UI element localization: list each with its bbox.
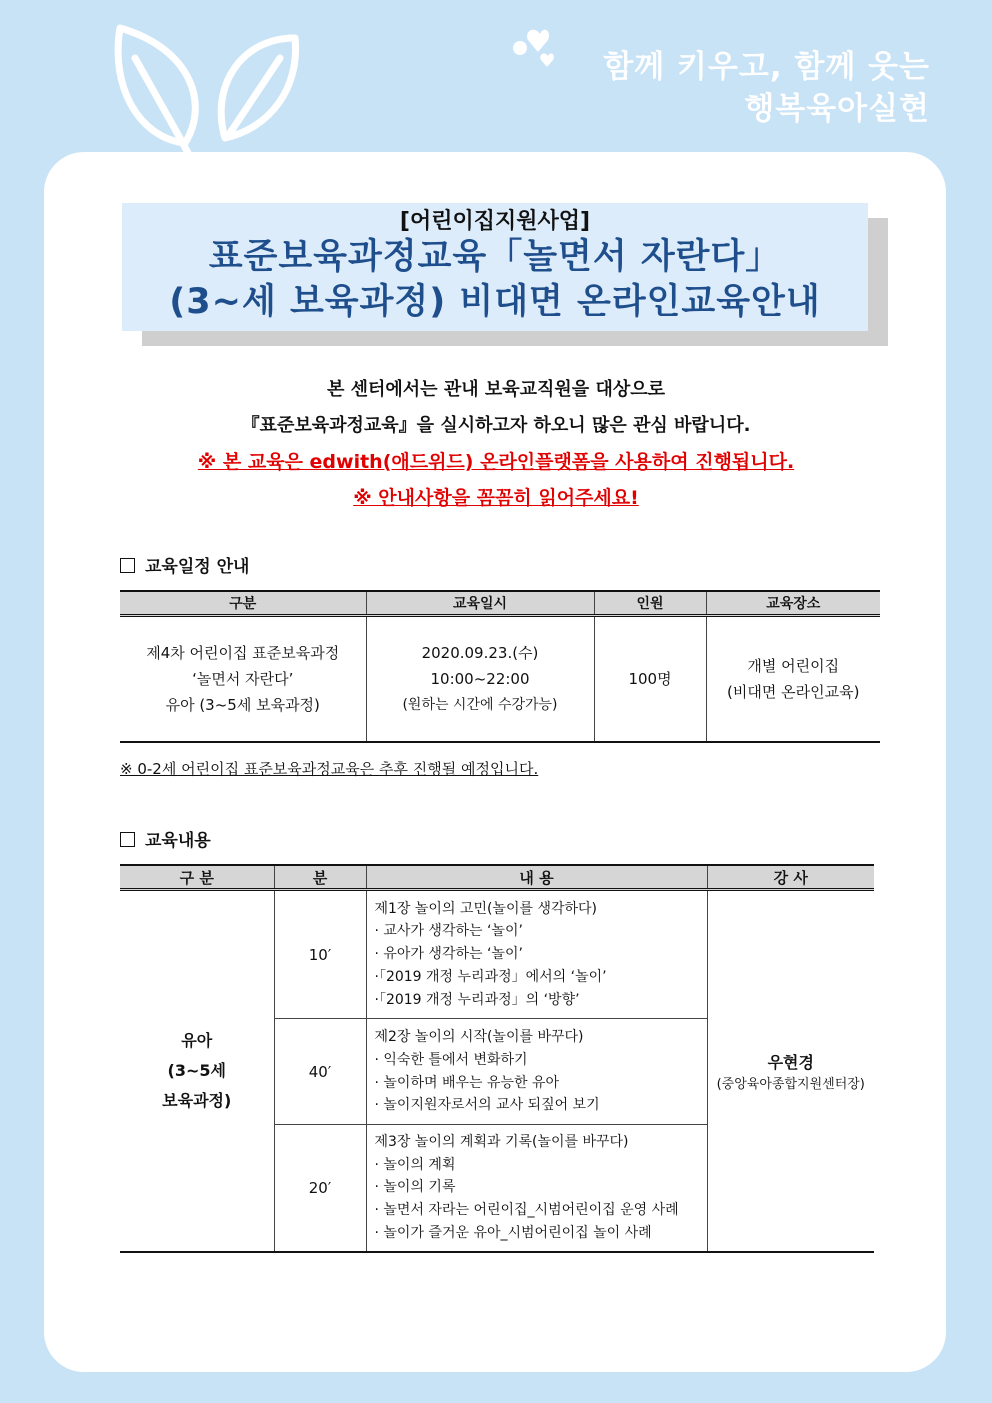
schedule-datetime <box>366 616 594 743</box>
intro-line2: 『표준보육과정교육』을 실시하고자 하오니 많은 관심 바랍니다. <box>241 415 751 436</box>
title-box <box>122 203 868 331</box>
notice-platform: ※ 본 교육은 edwith(애드위드) 온라인플랫폼을 사용하여 진행됩니다. <box>197 451 795 473</box>
minutes-cell: 40′ <box>274 1019 366 1125</box>
content-line: ·「2019 개정 누리과정」의 ‘방향’ <box>374 991 580 1008</box>
content-line: · 유아가 생각하는 ‘놀이’ <box>374 946 523 963</box>
content-line: · 놀이의 기록 <box>374 1179 456 1196</box>
header-category: 구분 <box>120 591 366 616</box>
content-line: · 놀이가 즐거운 유아_시범어린이집 놀이 사례 <box>374 1224 652 1241</box>
content-line: 제2장 놀이의 시작(놀이를 바꾸다) <box>374 1029 584 1046</box>
content-header-row <box>120 865 874 890</box>
category-line: 제4차 어린이집 표준보육과정 <box>146 644 340 662</box>
title-line2: (3~세 보육과정) 비대면 온라인교육안내 <box>169 282 821 322</box>
place-line: (비대면 온라인교육) <box>727 683 860 701</box>
content-line: · 놀면서 자라는 어린이집_시범어린이집 운영 사례 <box>374 1202 679 1219</box>
schedule-category <box>120 616 366 743</box>
content-cell <box>366 1125 707 1252</box>
content-heading <box>120 826 211 851</box>
content-line: · 놀이지원자로서의 교사 되짚어 보기 <box>374 1097 600 1114</box>
instructor-org: (중앙육아종합지원센터장) <box>716 1076 865 1092</box>
content-line: 제1장 놀이의 고민(놀이를 생각하다) <box>374 900 598 917</box>
intro-line1: 본 센터에서는 관내 보육교직원을 대상으로 <box>326 379 666 400</box>
schedule-place <box>706 616 880 743</box>
category-line: 유아 (3~5세 보육과정) <box>165 696 320 714</box>
category-line: ‘놀면서 자란다’ <box>192 670 294 688</box>
header-group: 구 분 <box>120 865 274 890</box>
leaf-icon <box>100 18 310 168</box>
hearts-icon <box>510 26 570 76</box>
schedule-heading-text: 교육일정 안내 <box>145 557 250 577</box>
schedule-heading <box>120 552 249 577</box>
slogan <box>603 46 930 130</box>
time-note: (원하는 시간에 수강가능) <box>402 697 558 713</box>
header-count: 인원 <box>594 591 706 616</box>
content-line: · 교사가 생각하는 ‘놀이’ <box>374 923 523 940</box>
content-line: · 익숙한 틀에서 변화하기 <box>374 1051 528 1068</box>
group-line: (3~5세 <box>167 1060 226 1080</box>
instructor-cell <box>707 890 874 1252</box>
minutes-cell: 20′ <box>274 1125 366 1252</box>
group-line: 유아 <box>181 1030 213 1050</box>
table-row <box>120 616 880 743</box>
header-content: 내 용 <box>366 865 707 890</box>
content-heading-text: 교육내용 <box>145 831 211 851</box>
instructor-name: 우현경 <box>767 1052 814 1072</box>
content-line: 제3장 놀이의 계획과 기록(놀이를 바꾸다) <box>374 1133 629 1150</box>
content-line: ·「2019 개정 누리과정」에서의 ‘놀이’ <box>374 968 607 985</box>
header-place: 교육장소 <box>706 591 880 616</box>
content-cell <box>366 1019 707 1125</box>
header-instructor: 강 사 <box>707 865 874 890</box>
content-line: · 놀이의 계획 <box>374 1156 456 1173</box>
schedule-table <box>120 590 880 743</box>
intro <box>0 372 992 516</box>
group-line: 보육과정) <box>162 1090 232 1110</box>
content-cell <box>366 890 707 1019</box>
header-minutes: 분 <box>274 865 366 890</box>
time-text: 10:00~22:00 <box>430 670 530 688</box>
slogan-line1: 함께 키우고, 함께 웃는 <box>603 49 930 85</box>
checkbox-square-icon <box>120 832 135 847</box>
content-group <box>120 890 274 1252</box>
content-line: · 놀이하며 배우는 유능한 유아 <box>374 1074 560 1091</box>
table-row <box>120 890 874 1019</box>
schedule-note: ※ 0-2세 어린이집 표준보육과정교육은 추후 진행될 예정입니다. <box>120 760 539 778</box>
schedule-count: 100명 <box>594 616 706 743</box>
minutes-cell: 10′ <box>274 890 366 1019</box>
place-line: 개별 어린이집 <box>747 657 840 675</box>
slogan-line2: 행복육아실현 <box>744 91 930 127</box>
schedule-header-row <box>120 591 880 616</box>
checkbox-square-icon <box>120 558 135 573</box>
title-sub: [어린이집지원사업] <box>399 209 591 234</box>
title-line1: 표준보육과정교육「놀면서 자란다」 <box>208 237 782 277</box>
notice-read: ※ 안내사항을 꼼꼼히 읽어주세요! <box>353 487 639 509</box>
content-table <box>120 864 874 1253</box>
date-text: 2020.09.23.(수) <box>421 644 539 662</box>
header-datetime: 교육일시 <box>366 591 594 616</box>
